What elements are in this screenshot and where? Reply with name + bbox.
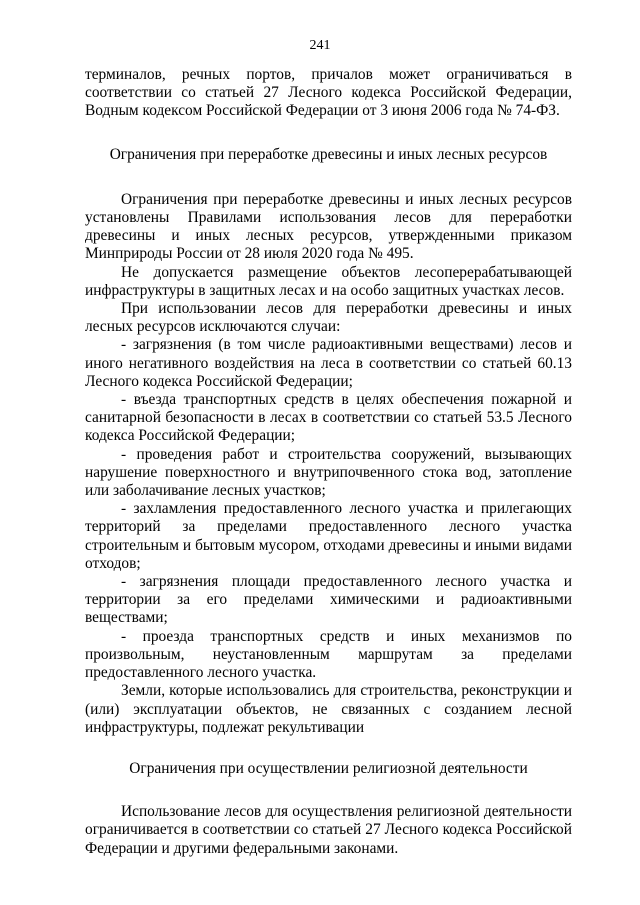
list-item: - загрязнения (в том числе радиоактивными веществами) лесов и иного негативного воздействия на леса в соответствии со статьей 60.13 Лесного кодекса Российской Федерации;: [85, 336, 572, 390]
intro-paragraph: терминалов, речных портов, причалов может ограничиваться в соответствии со статьей 27 Лесного кодекса Российской Федерации, Водным кодексом Российской Федерации от 3 июня 2006 года № 74-ФЗ.: [85, 66, 572, 120]
list-item: - захламления предоставленного лесного участка и прилегающих территорий за пределами предоставленного лесного участка строительным и бытовым мусором, отходами древесины и иными видами отходов;: [85, 500, 572, 572]
list-item: - проезда транспортных средств и иных механизмов по произвольным, неустановленным маршрутам за пределами предоставленного лесного участка.: [85, 627, 572, 682]
document-body: [85, 66, 572, 858]
list-item: - загрязнения площади предоставленного лесного участка и территории за его пределами химическими и радиоактивными веществами;: [85, 573, 572, 627]
section-body-religious-activity: [85, 803, 572, 858]
section-heading-wood-processing: Ограничения при переработке древесины и иных лесных ресурсов: [109, 145, 548, 163]
page-number: 241: [309, 38, 331, 53]
paragraph: Не допускается размещение объектов лесоперерабатывающей инфраструктуры в защитных лесах и на особо защитных участках лесов.: [85, 263, 572, 299]
paragraph: Использование лесов для осуществления религиозной деятельности ограничивается в соответствии со статьей 27 Лесного кодекса Российской Федерации и другими федеральными законами.: [85, 803, 572, 857]
paragraph: При использовании лесов для переработки древесины и иных лесных ресурсов исключаются случаи:: [85, 300, 572, 336]
section-body-wood-processing: [85, 191, 572, 737]
paragraph: Ограничения при переработке древесины и иных лесных ресурсов установлены Правилами использования лесов для переработки древесины и иных лесных ресурсов, утвержденными приказом Минприроды России от 28 июля 2020 года № 495.: [85, 190, 572, 263]
list-item: - въезда транспортных средств в целях обеспечения пожарной и санитарной безопасности в лесах в соответствии со статьей 53.5 Лесного кодекса Российской Федерации;: [85, 391, 572, 445]
section-heading-religious-activity: Ограничения при осуществлении религиозной деятельности: [129, 759, 528, 777]
paragraph: Земли, которые использовались для строительства, реконструкции и (или) эксплуатации объектов, не связанных с созданием лесной инфраструктуры, подлежат рекультивации: [85, 682, 572, 736]
list-item: - проведения работ и строительства сооружений, вызывающих нарушение поверхностного и внутрипочвенного стока вод, затопление или заболачивание лесных участков;: [85, 445, 572, 500]
